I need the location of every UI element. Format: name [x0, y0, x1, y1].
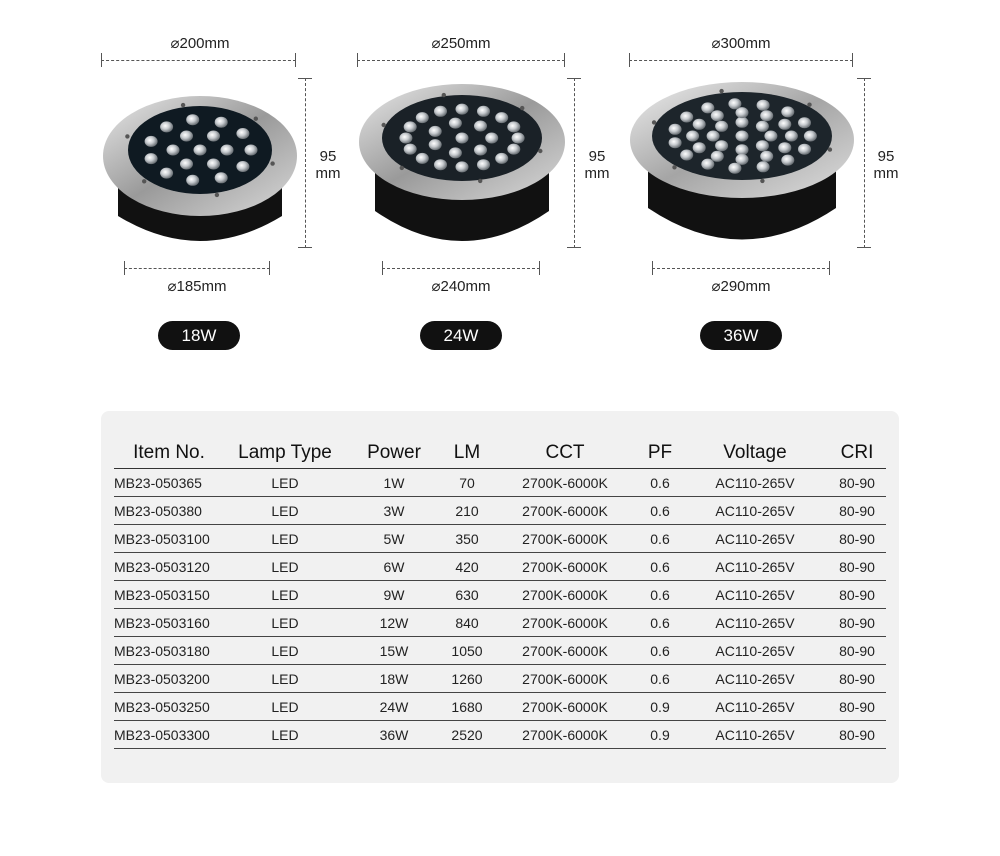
led-dot — [711, 110, 724, 121]
table-row — [114, 665, 886, 693]
bottom-diameter-label: ⌀185mm — [167, 278, 227, 295]
product-overview — [0, 0, 1000, 370]
led-dot — [798, 117, 811, 128]
led-dot — [728, 98, 741, 109]
column-header: LM — [442, 437, 492, 469]
table-row — [114, 637, 886, 665]
top-diameter-label: ⌀250mm — [431, 35, 491, 52]
table-cell: LED — [224, 721, 346, 749]
spec-table-panel — [101, 411, 899, 783]
led-dot — [757, 161, 770, 172]
led-dot — [669, 124, 682, 135]
bottom-diameter-label: ⌀240mm — [431, 278, 491, 295]
table-cell: 80-90 — [828, 497, 886, 525]
table-cell: 0.6 — [638, 469, 682, 497]
table-cell: 0.6 — [638, 497, 682, 525]
led-dot — [760, 110, 773, 121]
led-dot — [736, 131, 749, 142]
column-header: Power — [346, 437, 442, 469]
table-cell: 36W — [346, 721, 442, 749]
table-cell: 0.6 — [638, 637, 682, 665]
table-cell: AC110-265V — [682, 553, 828, 581]
table-cell: LED — [224, 637, 346, 665]
table-cell: 15W — [346, 637, 442, 665]
led-dot — [715, 140, 728, 151]
table-cell: 0.6 — [638, 581, 682, 609]
table-cell: 70 — [442, 469, 492, 497]
led-dot — [701, 102, 714, 113]
table-cell: LED — [224, 609, 346, 637]
column-header: CCT — [492, 437, 638, 469]
table-cell: MB23-050380 — [114, 497, 224, 525]
led-dot — [701, 159, 714, 170]
table-row — [114, 721, 886, 749]
table-cell: 0.6 — [638, 609, 682, 637]
led-dot — [736, 144, 749, 155]
height-unit: mm — [315, 165, 341, 182]
table-row — [114, 497, 886, 525]
table-cell: 1W — [346, 469, 442, 497]
spec-table — [114, 437, 886, 749]
table-cell: MB23-0503100 — [114, 525, 224, 553]
led-dot — [764, 131, 777, 142]
lamp-image-36w — [628, 76, 856, 251]
table-cell: LED — [224, 469, 346, 497]
led-dot — [778, 142, 791, 153]
height-unit: mm — [584, 165, 610, 182]
table-cell: 2700K-6000K — [492, 553, 638, 581]
table-cell: 0.9 — [638, 721, 682, 749]
led-dot — [756, 140, 769, 151]
table-cell: 6W — [346, 553, 442, 581]
led-dot — [707, 131, 720, 142]
table-cell: 0.6 — [638, 553, 682, 581]
table-cell: MB23-0503150 — [114, 581, 224, 609]
table-cell: 24W — [346, 693, 442, 721]
table-cell: 2700K-6000K — [492, 497, 638, 525]
table-cell: 0.6 — [638, 525, 682, 553]
table-cell: 5W — [346, 525, 442, 553]
led-dot — [760, 151, 773, 162]
led-dot — [711, 151, 724, 162]
table-row — [114, 525, 886, 553]
table-cell: 630 — [442, 581, 492, 609]
table-cell: LED — [224, 693, 346, 721]
screw — [760, 179, 764, 183]
height-unit: mm — [873, 165, 899, 182]
table-cell: 1680 — [442, 693, 492, 721]
table-cell: 2700K-6000K — [492, 525, 638, 553]
table-cell: 18W — [346, 665, 442, 693]
screw — [652, 120, 656, 124]
top-diameter-label: ⌀300mm — [711, 35, 771, 52]
led-dot — [778, 119, 791, 130]
table-cell: 1260 — [442, 665, 492, 693]
table-cell: 420 — [442, 553, 492, 581]
height-label — [868, 148, 904, 182]
table-cell: MB23-0503160 — [114, 609, 224, 637]
screw — [807, 103, 811, 107]
screw — [719, 89, 723, 93]
table-body — [114, 469, 886, 749]
led-dot — [715, 121, 728, 132]
table-cell: LED — [224, 553, 346, 581]
table-cell: 80-90 — [828, 525, 886, 553]
column-header: Lamp Type — [224, 437, 346, 469]
table-cell: 2700K-6000K — [492, 469, 638, 497]
led-dot — [680, 112, 693, 123]
screw — [672, 165, 676, 169]
led-dot — [728, 163, 741, 174]
table-cell: 350 — [442, 525, 492, 553]
table-header-row — [114, 437, 886, 469]
led-dot — [798, 144, 811, 155]
table-cell: AC110-265V — [682, 497, 828, 525]
table-cell: AC110-265V — [682, 581, 828, 609]
led-dot — [680, 150, 693, 161]
bottom-diameter-label: ⌀290mm — [711, 278, 771, 295]
table-row — [114, 693, 886, 721]
table-cell: AC110-265V — [682, 609, 828, 637]
table-cell: 2700K-6000K — [492, 665, 638, 693]
table-cell: AC110-265V — [682, 721, 828, 749]
product-36w — [0, 0, 1000, 370]
table-cell: 80-90 — [828, 693, 886, 721]
table-cell: 2700K-6000K — [492, 693, 638, 721]
table-cell: 80-90 — [828, 609, 886, 637]
table-cell: 2700K-6000K — [492, 609, 638, 637]
table-cell: 80-90 — [828, 553, 886, 581]
table-row — [114, 609, 886, 637]
column-header: Item No. — [114, 437, 224, 469]
table-cell: 2700K-6000K — [492, 721, 638, 749]
table-cell: LED — [224, 497, 346, 525]
table-cell: LED — [224, 581, 346, 609]
wattage-badge: 18W — [158, 321, 240, 350]
table-cell: 3W — [346, 497, 442, 525]
table-cell: AC110-265V — [682, 693, 828, 721]
led-dot — [781, 155, 794, 166]
height-value: 95 — [319, 148, 337, 165]
table-cell: 80-90 — [828, 665, 886, 693]
table-cell: LED — [224, 665, 346, 693]
bottom-diameter-line — [652, 261, 830, 275]
column-header: Voltage — [682, 437, 828, 469]
led-dot — [669, 137, 682, 148]
table-cell: 80-90 — [828, 721, 886, 749]
wattage-badge: 36W — [700, 321, 782, 350]
table-cell: MB23-0503250 — [114, 693, 224, 721]
wattage-badge: 24W — [420, 321, 502, 350]
led-dot — [736, 117, 749, 128]
led-dot — [781, 106, 794, 117]
table-cell: MB23-0503200 — [114, 665, 224, 693]
led-dot — [686, 131, 699, 142]
table-cell: AC110-265V — [682, 637, 828, 665]
table-cell: 210 — [442, 497, 492, 525]
led-dot — [785, 131, 798, 142]
table-cell: 80-90 — [828, 469, 886, 497]
table-cell: 2520 — [442, 721, 492, 749]
top-diameter-label: ⌀200mm — [170, 35, 230, 52]
table-cell: MB23-0503300 — [114, 721, 224, 749]
led-dot — [693, 142, 706, 153]
height-value: 95 — [588, 148, 606, 165]
table-cell: 9W — [346, 581, 442, 609]
table-cell: 80-90 — [828, 637, 886, 665]
screw — [828, 147, 832, 151]
table-cell: MB23-050365 — [114, 469, 224, 497]
led-dot — [804, 131, 817, 142]
table-cell: AC110-265V — [682, 469, 828, 497]
table-cell: AC110-265V — [682, 525, 828, 553]
table-cell: 80-90 — [828, 581, 886, 609]
table-cell: 840 — [442, 609, 492, 637]
led-dot — [693, 119, 706, 130]
table-cell: MB23-0503120 — [114, 553, 224, 581]
table-cell: LED — [224, 525, 346, 553]
table-row — [114, 553, 886, 581]
table-cell: 0.6 — [638, 665, 682, 693]
table-cell: 2700K-6000K — [492, 637, 638, 665]
height-value: 95 — [877, 148, 895, 165]
table-cell: 12W — [346, 609, 442, 637]
table-cell: 2700K-6000K — [492, 581, 638, 609]
led-dot — [756, 121, 769, 132]
table-row — [114, 469, 886, 497]
column-header: PF — [638, 437, 682, 469]
table-cell: AC110-265V — [682, 665, 828, 693]
table-row — [114, 581, 886, 609]
table-cell: 1050 — [442, 637, 492, 665]
column-header: CRI — [828, 437, 886, 469]
table-cell: MB23-0503180 — [114, 637, 224, 665]
led-dot — [757, 100, 770, 111]
top-diameter-line — [629, 53, 853, 67]
table-cell: 0.9 — [638, 693, 682, 721]
